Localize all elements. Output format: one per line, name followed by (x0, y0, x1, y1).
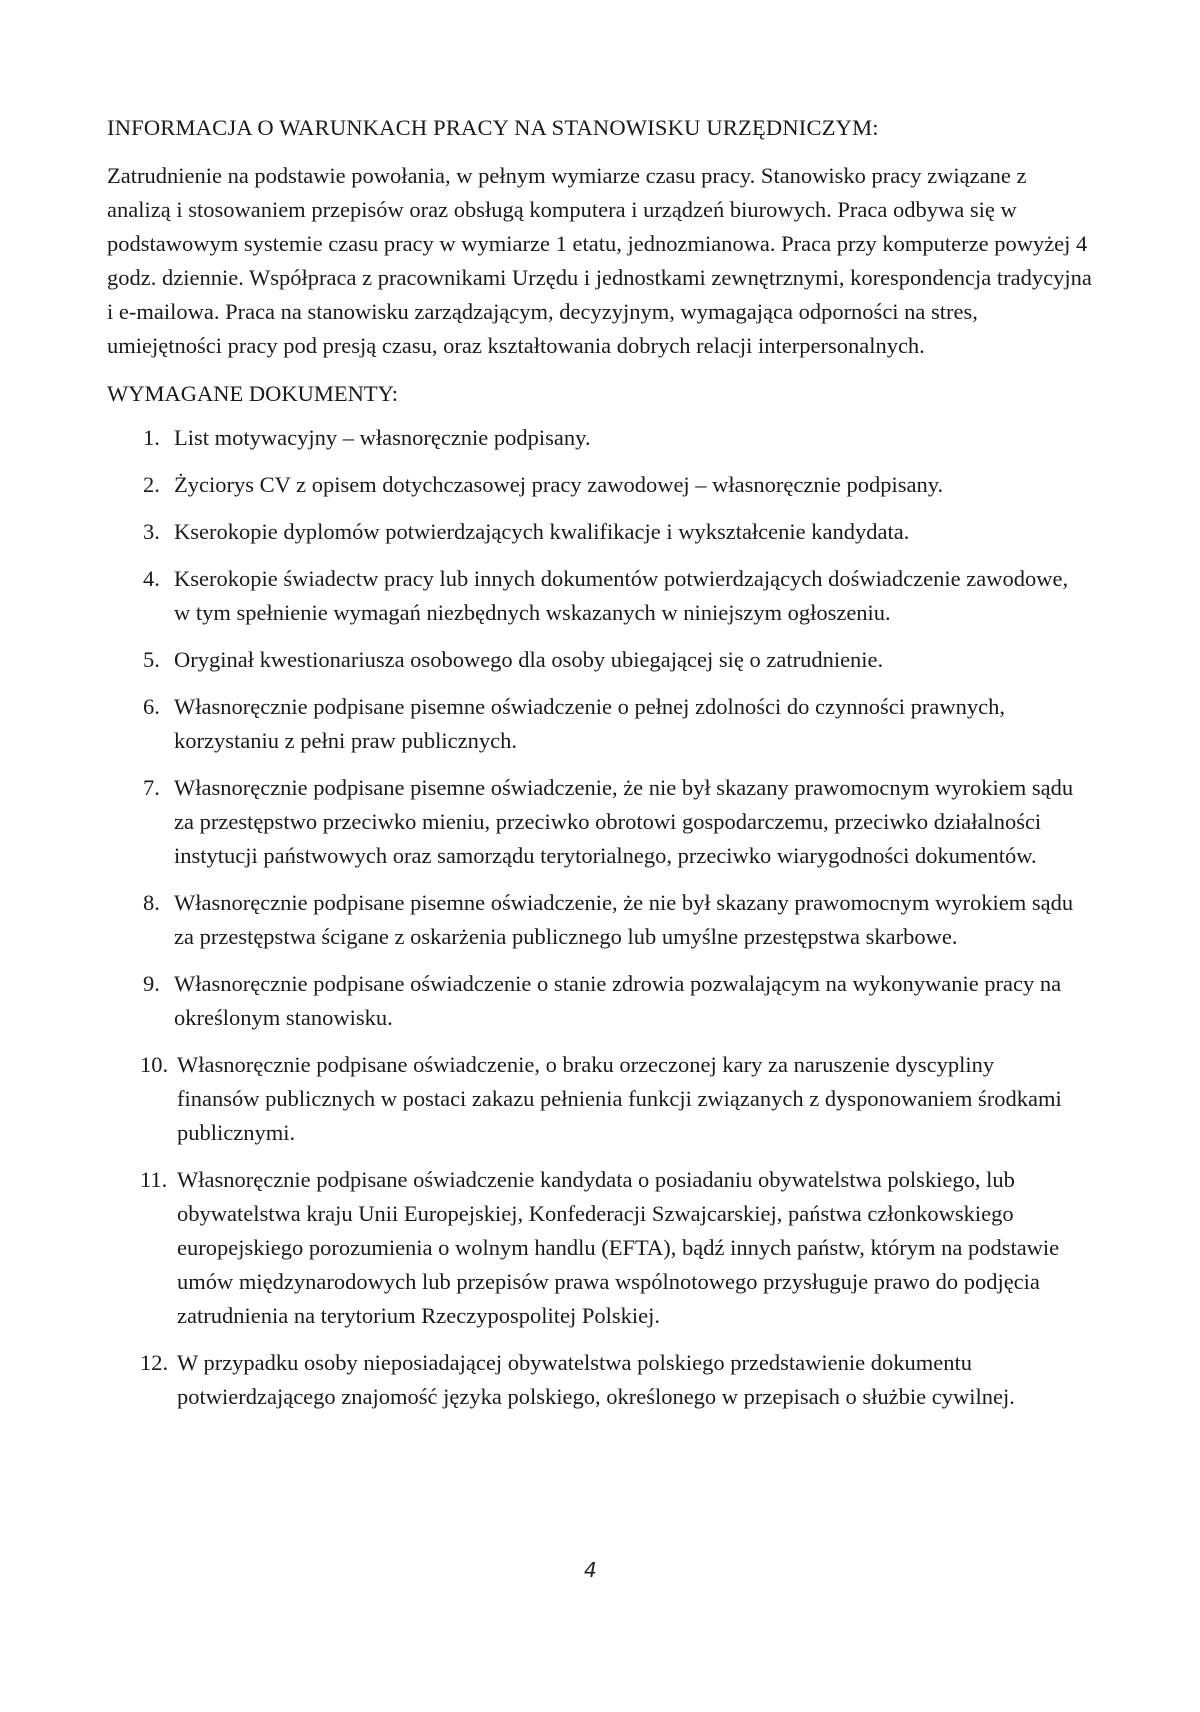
list-item (107, 1048, 1092, 1150)
page-number: 4 (584, 1558, 597, 1582)
list-item-text: List motywacyjny – własnoręcznie podpisany. (174, 425, 591, 450)
list-item-number: 4. (143, 566, 160, 591)
list-item (107, 1163, 1092, 1333)
list-item (107, 690, 1092, 758)
required-documents-list (107, 421, 1092, 1414)
list-item-number: 1. (143, 425, 160, 450)
list-item (107, 886, 1092, 954)
list-item (107, 643, 1092, 677)
list-item-number: 5. (143, 647, 160, 672)
document-body (107, 111, 1092, 1427)
list-item-number: 9. (143, 971, 160, 996)
list-item-text: Kserokopie dyplomów potwierdzających kwalifikacje i wykształcenie kandydata. (174, 519, 910, 544)
section-heading-working-conditions: INFORMACJA O WARUNKACH PRACY NA STANOWISKU URZĘDNICZYM: (107, 115, 879, 140)
list-item-number: 7. (143, 775, 160, 800)
list-item-text: Własnoręcznie podpisane oświadczenie, o braku orzeczonej kary za naruszenie dyscypliny finansów publicznych w postaci zakazu pełnienia funkcji związanych z dysponowaniem środkami publicznymi. (177, 1052, 1062, 1145)
list-item-text: Własnoręcznie podpisane pisemne oświadczenie o pełnej zdolności do czynności prawnych, korzystaniu z pełni praw publicznych. (174, 694, 1005, 753)
list-item-number: 12. (140, 1350, 169, 1375)
list-item-text: Życiorys CV z opisem dotychczasowej pracy zawodowej – własnoręcznie podpisany. (174, 472, 944, 497)
list-item-text: Własnoręcznie podpisane pisemne oświadczenie, że nie był skazany prawomocnym wyrokiem sądu za przestępstwo przeciwko mieniu, przeciwko obrotowi gospodarczemu, przeciwko działalności instytucji państwowych oraz samorządu terytorialnego, przeciwko wiarygodności dokumentów. (174, 775, 1074, 868)
list-item-text: Własnoręcznie podpisane oświadczenie kandydata o posiadaniu obywatelstwa polskiego, lub obywatelstwa kraju Unii Europejskiej, Konfederacji Szwajcarskiej, państwa członkowskiego europejskiego porozumienia o wolnym handlu (EFTA), bądź innych państw, którym na podstawie umów międzynarodowych lub przepisów prawa wspólnotowego przysługuje prawo do podjęcia zatrudnienia na terytorium Rzeczypospolitej Polskiej. (177, 1167, 1060, 1328)
list-item-number: 6. (143, 694, 160, 719)
section-heading-required-documents: WYMAGANE DOKUMENTY: (107, 381, 399, 406)
list-item-number: 10. (140, 1052, 169, 1077)
list-item-text: Kserokopie świadectw pracy lub innych dokumentów potwierdzających doświadczenie zawodowe, w tym spełnienie wymagań niezbędnych wskazanych w niniejszym ogłoszeniu. (174, 566, 1069, 625)
list-item-number: 11. (140, 1167, 168, 1192)
list-item-text: Oryginał kwestionariusza osobowego dla osoby ubiegającej się o zatrudnienie. (174, 647, 884, 672)
working-conditions-paragraph: Zatrudnienie na podstawie powołania, w pełnym wymiarze czasu pracy. Stanowisko pracy związane z analizą i stosowaniem przepisów oraz obsługą komputera i urządzeń biurowych. Praca odbywa się w podstawowym systemie czasu pracy w wymiarze 1 etatu, jednozmianowa. Praca przy komputerze powyżej 4 godz. dziennie. Współpraca z pracownikami Urzędu i jednostkami zewnętrznymi, korespondencja tradycyjna i e-mailowa. Praca na stanowisku zarządzającym, decyzyjnym, wymagająca odporności na stres, umiejętności pracy pod presją czasu, oraz kształtowania dobrych relacji interpersonalnych. (107, 163, 1092, 358)
list-item (107, 515, 1092, 549)
list-item (107, 421, 1092, 455)
list-item (107, 562, 1092, 630)
list-item (107, 967, 1092, 1035)
list-item-text: Własnoręcznie podpisane pisemne oświadczenie, że nie był skazany prawomocnym wyrokiem sądu za przestępstwa ścigane z oskarżenia publicznego lub umyślne przestępstwa skarbowe. (174, 890, 1074, 949)
list-item-number: 8. (143, 890, 160, 915)
list-item-text: Własnoręcznie podpisane oświadczenie o stanie zdrowia pozwalającym na wykonywanie pracy na określonym stanowisku. (174, 971, 1062, 1030)
list-item (107, 1346, 1092, 1414)
list-item-number: 2. (143, 472, 160, 497)
list-item (107, 468, 1092, 502)
list-item-text: W przypadku osoby nieposiadającej obywatelstwa polskiego przedstawienie dokumentu potwierdzającego znajomość języka polskiego, określonego w przepisach o służbie cywilnej. (177, 1350, 1015, 1409)
list-item-number: 3. (143, 519, 160, 544)
list-item (107, 771, 1092, 873)
